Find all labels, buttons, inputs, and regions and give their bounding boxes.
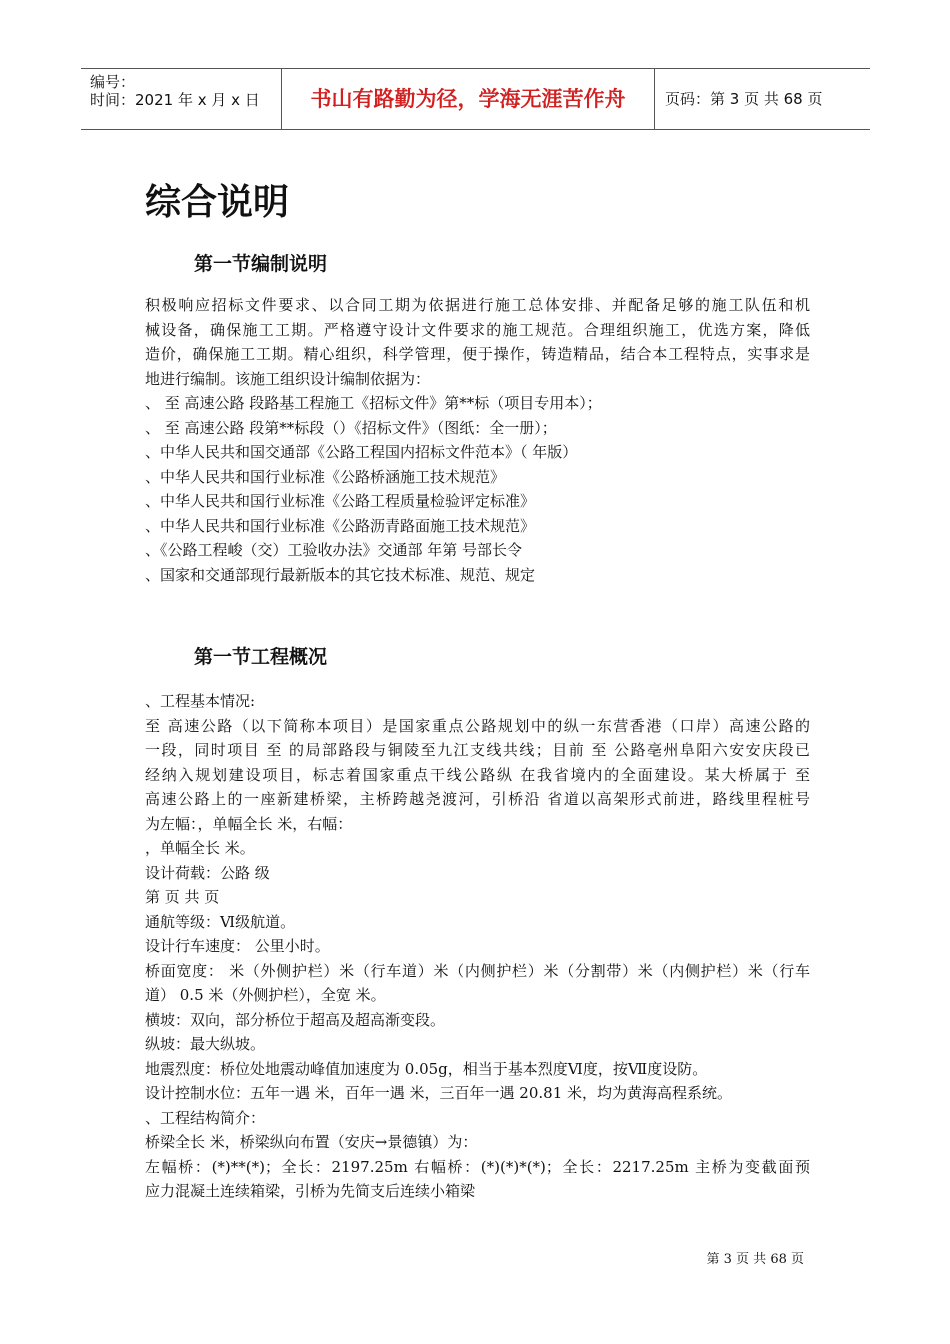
- section1-line: 、中华人民共和国行业标准《公路桥涵施工技术规范》: [145, 467, 506, 486]
- section1-line: 、 至 高速公路 段路基工程施工《招标文件》第**标（项目专用本）；: [145, 394, 602, 412]
- section1-line: 、中华人民共和国行业标准《公路工程质量检验评定标准》: [145, 492, 536, 510]
- section2-line: 经纳入规划建设项目，标志着国家重点干线公路纵 在我省境内的全面建设。某大桥属于 至: [145, 765, 810, 784]
- section2-line: 横坡：双向，部分桥位于超高及超高渐变段。: [145, 1010, 446, 1029]
- section1-line: 、中华人民共和国行业标准《公路沥青路面施工技术规范》: [145, 516, 536, 535]
- header-meta: [81, 69, 282, 129]
- section2-line: 为左幅：，单幅全长 米，右幅：: [145, 814, 353, 833]
- document-title: 综合说明: [145, 182, 290, 223]
- section2-line: 、工程结构简介：: [145, 1108, 266, 1127]
- page-footer: 第 3 页 共 68 页: [706, 1252, 804, 1267]
- section1-title: 第一节编制说明: [194, 253, 328, 275]
- section2-body: [145, 689, 810, 1204]
- section1-line: 、《公路工程峻（交）工验收办法》交通部 年第 号部长令: [145, 541, 523, 559]
- header-motto: 书山有路勤为径，学海无涯苦作舟: [282, 69, 655, 129]
- section2-line: 左幅桥：(*)**(*)；全长：2197.25m 右幅桥：(*)(*)*(*)；全长：2217.25m 主桥为变截面预: [145, 1157, 810, 1176]
- section2-line: 设计荷载：公路 级: [145, 863, 270, 882]
- section2-line: 地震烈度：桥位处地震动峰值加速度为 0.05g，相当于基本烈度Ⅵ度，按Ⅶ度设防。: [145, 1059, 708, 1078]
- header-page-info: 页码：第 3 页 共 68 页: [665, 90, 823, 108]
- section2-line: 设计行车速度： 公里小时。: [145, 937, 330, 955]
- section1-line: 地进行编制。该施工组织设计编制依据为：: [145, 369, 431, 388]
- section2-line: 道） 0.5 米（外侧护栏），全宽 米。: [145, 986, 386, 1004]
- section2-line: 应力混凝土连续箱梁，引桥为先简支后连续小箱梁: [145, 1182, 476, 1200]
- section2-line: 高速公路上的一座新建桥梁，主桥跨越尧渡河，引桥沿 省道以高架形式前进，路线里程桩号: [145, 790, 810, 808]
- section1-line: 积极响应招标文件要求、以合同工期为依据进行施工总体安排、并配备足够的施工队伍和机: [145, 296, 810, 314]
- section2-line: 、工程基本情况:: [145, 692, 256, 710]
- section2-line: 设计控制水位：五年一遇 米，百年一遇 米，三百年一遇 20.81 米，均为黄海高程系统。: [145, 1084, 733, 1102]
- section2-line: 一段，同时项目 至 的局部路段与铜陵至九江支线共线；目前 至 公路亳州阜阳六安安庆段已: [145, 741, 810, 759]
- page-header: [81, 68, 870, 130]
- section2-line: 纵坡：最大纵坡。: [145, 1035, 266, 1053]
- section2-line: 至 高速公路（以下简称本项目）是国家重点公路规划中的纵一东营香港（口岸）高速公路的: [145, 716, 810, 735]
- section2-line: 桥面宽度： 米（外侧护栏）米（行车道）米（内侧护栏）米（分割带）米（内侧护栏）米（行车: [145, 961, 810, 980]
- section2-title: 第一节工程概况: [194, 646, 328, 668]
- section2-line: ，单幅全长 米。: [145, 839, 255, 857]
- section1-body: [145, 293, 810, 587]
- header-number-label: 编号：: [90, 73, 136, 91]
- section2-line: 第 页 共 页: [145, 888, 220, 906]
- section2-line: 通航等级：Ⅵ级航道。: [145, 912, 296, 931]
- section1-line: 、国家和交通部现行最新版本的其它技术标准、规范、规定: [145, 565, 536, 584]
- section1-line: 、 至 高速公路 段第**标段（）《招标文件》（图纸：全一册）；: [145, 418, 557, 437]
- section1-line: 、中华人民共和国交通部《公路工程国内招标文件范本》（ 年版）: [145, 443, 578, 461]
- section1-line: 械设备，确保施工工期。严格遵守设计文件要求的施工规范。合理组织施工，优选方案，降低: [145, 320, 810, 339]
- section1-line: 造价，确保施工工期。精心组织，科学管理，便于操作，铸造精品，结合本工程特点，实事求是: [145, 345, 810, 363]
- section2-line: 桥梁全长 米，桥梁纵向布置（安庆→景德镇）为：: [145, 1133, 478, 1151]
- header-date: 时间：2021 年 x 月 x 日: [90, 91, 260, 109]
